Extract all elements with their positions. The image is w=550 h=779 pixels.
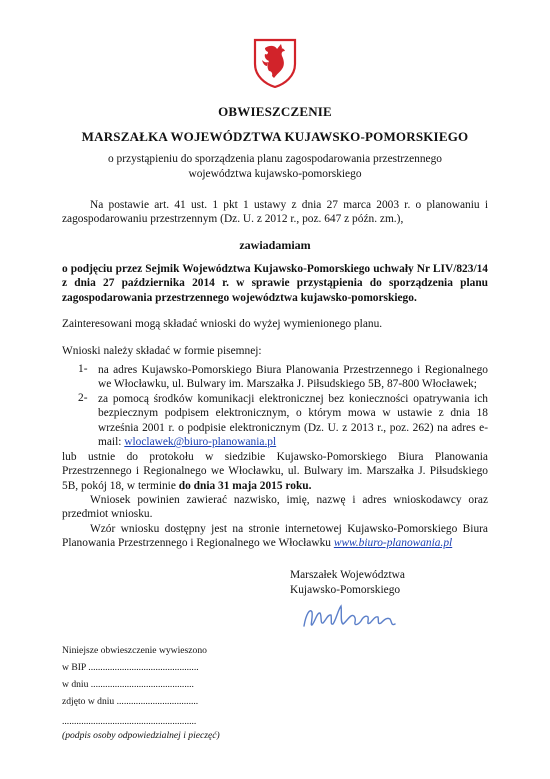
subject-line-2: województwa kujawsko-pomorskiego: [188, 168, 362, 180]
signatory-title-2: Kujawsko-Pomorskiego: [290, 584, 401, 596]
document-subtitle: MARSZAŁKA WOJEWÓDZTWA KUJAWSKO-POMORSKIEGO: [81, 129, 469, 144]
list-number-2: 2-: [78, 392, 88, 404]
signature-caption: (podpis osoby odpowiedzialnej i pieczęć): [62, 730, 220, 741]
email-link[interactable]: wloclawek@biuro-planowania.pl: [124, 436, 277, 449]
removed-field: zdjęto w dniu ..................................: [62, 696, 199, 707]
handwritten-signature: [300, 600, 405, 632]
legal-basis: Na postawie art. 41 ust. 1 pkt 1 ustawy z dnia 27 marca 2003 r. o planowaniu i zagospodarowaniu przestrzennym (Dz. U. z 2012 r., poz. 647 z późn. zm.),: [62, 199, 488, 226]
subject-line-1: o przystąpieniu do sporządzenia planu zagospodarowania przestrzennego: [108, 153, 442, 165]
coat-of-arms-icon: [253, 38, 297, 88]
list-number-1: 1-: [78, 363, 88, 375]
list-item-1: na adres Kujawsko-Pomorskiego Biura Planowania Przestrzennego i Regionalnego we Włocławku, ul. Bulwary im. Marszałka J. Piłsudskiego 5B, 87-800 Włocławek;: [98, 364, 488, 391]
signatory-title-1: Marszałek Województwa: [290, 569, 405, 581]
bip-field: w BIP ..............................................: [62, 662, 199, 673]
announce-word: zawiadamiam: [239, 238, 311, 252]
template-text: Wzór wniosku dostępny jest na stronie internetowej Kujawsko-Pomorskiego Biura Planowania Przestrzennego i Regionalnego we Włocławku www.biuro-planowania.pl: [62, 523, 488, 550]
website-link[interactable]: www.biuro-planowania.pl: [333, 537, 453, 550]
posted-label: Niniejsze obwieszczenie wywieszono: [62, 645, 207, 656]
oral-submission: lub ustnie do protokołu w siedzibie Kujawsko-Pomorskiego Biura Planowania Przestrzennego i Regionalnego we Włocławku, ul. Bulwary im. Marszałka J. Piłsudskiego 5B, pokój 18, w terminie do dnia 31 maja 2015 roku.: [62, 451, 488, 492]
day-field: w dniu ...........................................: [62, 679, 194, 690]
list-item-2: za pomocą środków komunikacji elektronicznej bez konieczności opatrywania ich bezpiecznym podpisem elektronicznym, o którym mowa w ustawie z dnia 18 września 2001 r. o podpisie elektronicznym (Dz. U. z 2013 r., poz. 262) na adres e-mail: wloclawek@biuro-planowania.pl: [98, 393, 488, 449]
signature-dots: ........................................................: [62, 716, 197, 727]
deadline: do dnia 31 maja 2015 roku.: [178, 479, 312, 492]
interested-text: Zainteresowani mogą składać wnioski do wyżej wymienionego planu.: [62, 318, 383, 330]
resolution-text: o podjęciu przez Sejmik Województwa Kujawsko-Pomorskiego uchwały Nr LIV/823/14 z dnia 27 października 2014 r. w sprawie przystąpienia do sporządzenia planu zagospodarowania przestrzennego województwa kujawsko-pomorskiego.: [62, 263, 488, 304]
document-title: OBWIESZCZENIE: [218, 104, 332, 119]
form-intro: Wnioski należy składać w formie pisemnej:: [62, 345, 262, 357]
contents-text: Wniosek powinien zawierać nazwisko, imię, nazwę i adres wnioskodawcy oraz przedmiot wniosku.: [62, 494, 488, 521]
